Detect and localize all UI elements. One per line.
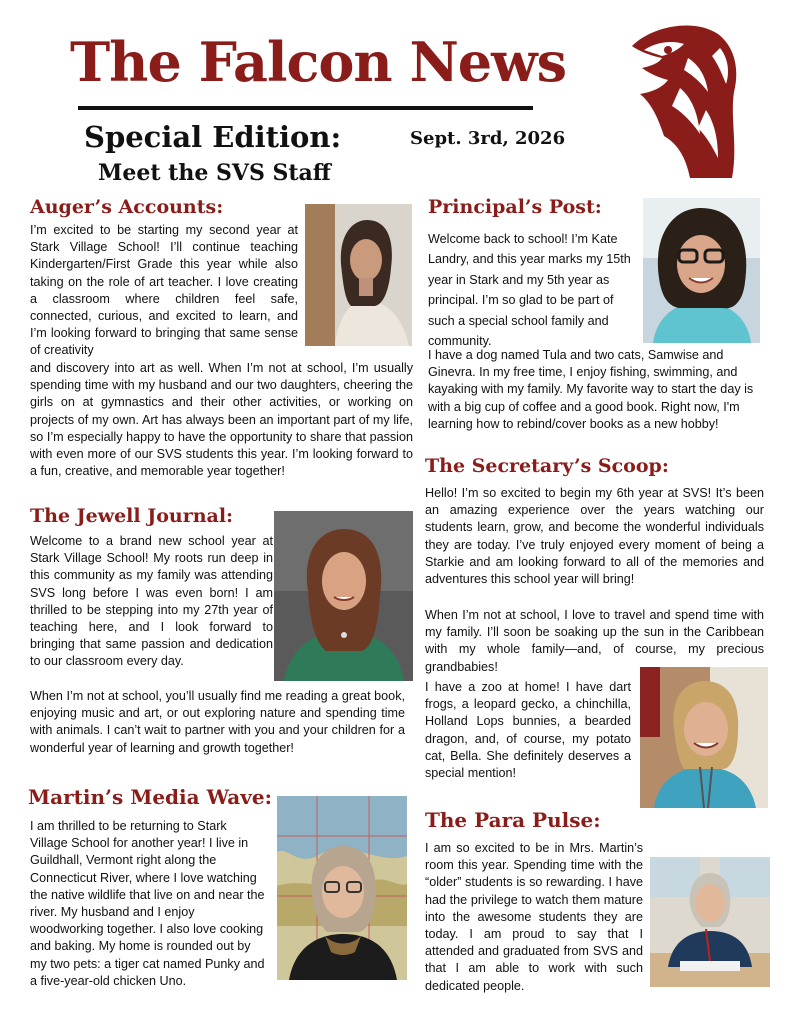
auger-heading: Auger’s Accounts: [30,196,224,218]
secretary-text-3: I have a zoo at home! I have dart frogs, a leopard gecko, a chinchilla, Holland Lops bunnies, a bearded dragon, and, of course, my potato cat, Bella. She definitely deserves a special mention! [425,680,631,781]
edition-subtitle: Meet the SVS Staff [98,160,331,186]
secretary-text-2: When I’m not at school, I love to travel and spend time with my family. I’ll soon be soaking up the sun in the Caribbean with my whole family—and, of course, my precious grandbabies! [425,608,764,674]
newspaper-title: The Falcon News [70,30,567,94]
jewell-photo [274,511,413,681]
para-text: I am so excited to be in Mrs. Martin’s room this year. Spending time with the “older” students is so rewarding. I have had the privilege to watch them mature into the awesome students they are today. I am proud to say that I attended and graduated from SVS and that I am able to work with such dedicated people. [425,841,643,993]
principal-heading: Principal’s Post: [428,196,602,218]
auger-text-full: and discovery into art as well. When I’m not at school, I’m usually spending time with my husband and our two daughters, cheering the girls on at gymnastics and their other activities, or working on projects of my own. Art has always been an important part of my life, so I’m especially happy to have the opportunity to share that passion with even more of our SVS students this year. I’m looking forward to a fun, creative, and memorable year together! [30,361,413,479]
secretary-heading: The Secretary’s Scoop: [425,455,669,477]
secretary-photo [640,667,768,808]
principal-photo [643,198,760,343]
title-rule [78,106,533,110]
jewell-heading: The Jewell Journal: [30,505,234,527]
principal-text-full: I have a dog named Tula and two cats, Samwise and Ginevra. In my free time, I enjoy fishing, swimming, and kayaking with my family. My favorite way to start the day is with a big cup of coffee and a good book. Right now, I'm learning how to rebind/cover books as a new hobby! [428,348,754,431]
auger-text-wrap: I’m excited to be starting my second year at Stark Village School! I’ll continue teaching Kindergarten/First Grade this year while also taking on the role of art teacher. I love creating a classroom where children feel safe, connected, curious, and excited to learn, and I’m looking forward to bringing that same sense of creativity [30,223,298,358]
martin-text: I am thrilled to be returning to Stark Village School for another year! I live in Guildhall, Vermont right along the Connecticut River, where I love watching the native wildlife that live on and near the river. My husband and I enjoy woodworking together. I also love cooking and baking. My home is rounded out by my two pets: a tiger cat named Punky and a five-year-old chicken Uno. [30,819,265,988]
issue-date: Sept. 3rd, 2026 [410,128,566,149]
jewell-text-full: When I’m not at school, you’ll usually find me reading a great book, enjoying music and art, or out exploring nature and spending time with animals. I can’t wait to partner with you and your children for a wonderful year of learning and growth together! [30,689,405,755]
para-photo [650,857,770,987]
martin-heading: Martin’s Media Wave: [28,785,272,809]
para-heading: The Para Pulse: [425,808,601,832]
falcon-logo-icon [622,18,744,180]
auger-photo [305,204,412,346]
secretary-text-1: Hello! I’m so excited to begin my 6th year at SVS! It’s been an amazing experience over the years watching our students learn, grow, and become the wonderful individuals they are today. I’ve truly enjoyed every moment of being a Starkie and am looking forward to all of the memories and adventures this school year will bring! [425,486,764,587]
martin-photo [277,796,407,980]
edition-label: Special Edition: [84,120,342,154]
jewell-text-wrap: Welcome to a brand new school year at Stark Village School! My roots run deep in this community as my family was attending SVS long before I was even born! I am thrilled to be stepping into my 27th year of teaching here, and I look forward to bringing that same passion and dedication to our classroom every day. [30,534,273,669]
principal-text-wrap: Welcome back to school! I’m Kate Landry, and this year marks my 15th year in Stark and my 5th year as principal. I’m so glad to be part of such a special school family and community. [428,232,631,349]
